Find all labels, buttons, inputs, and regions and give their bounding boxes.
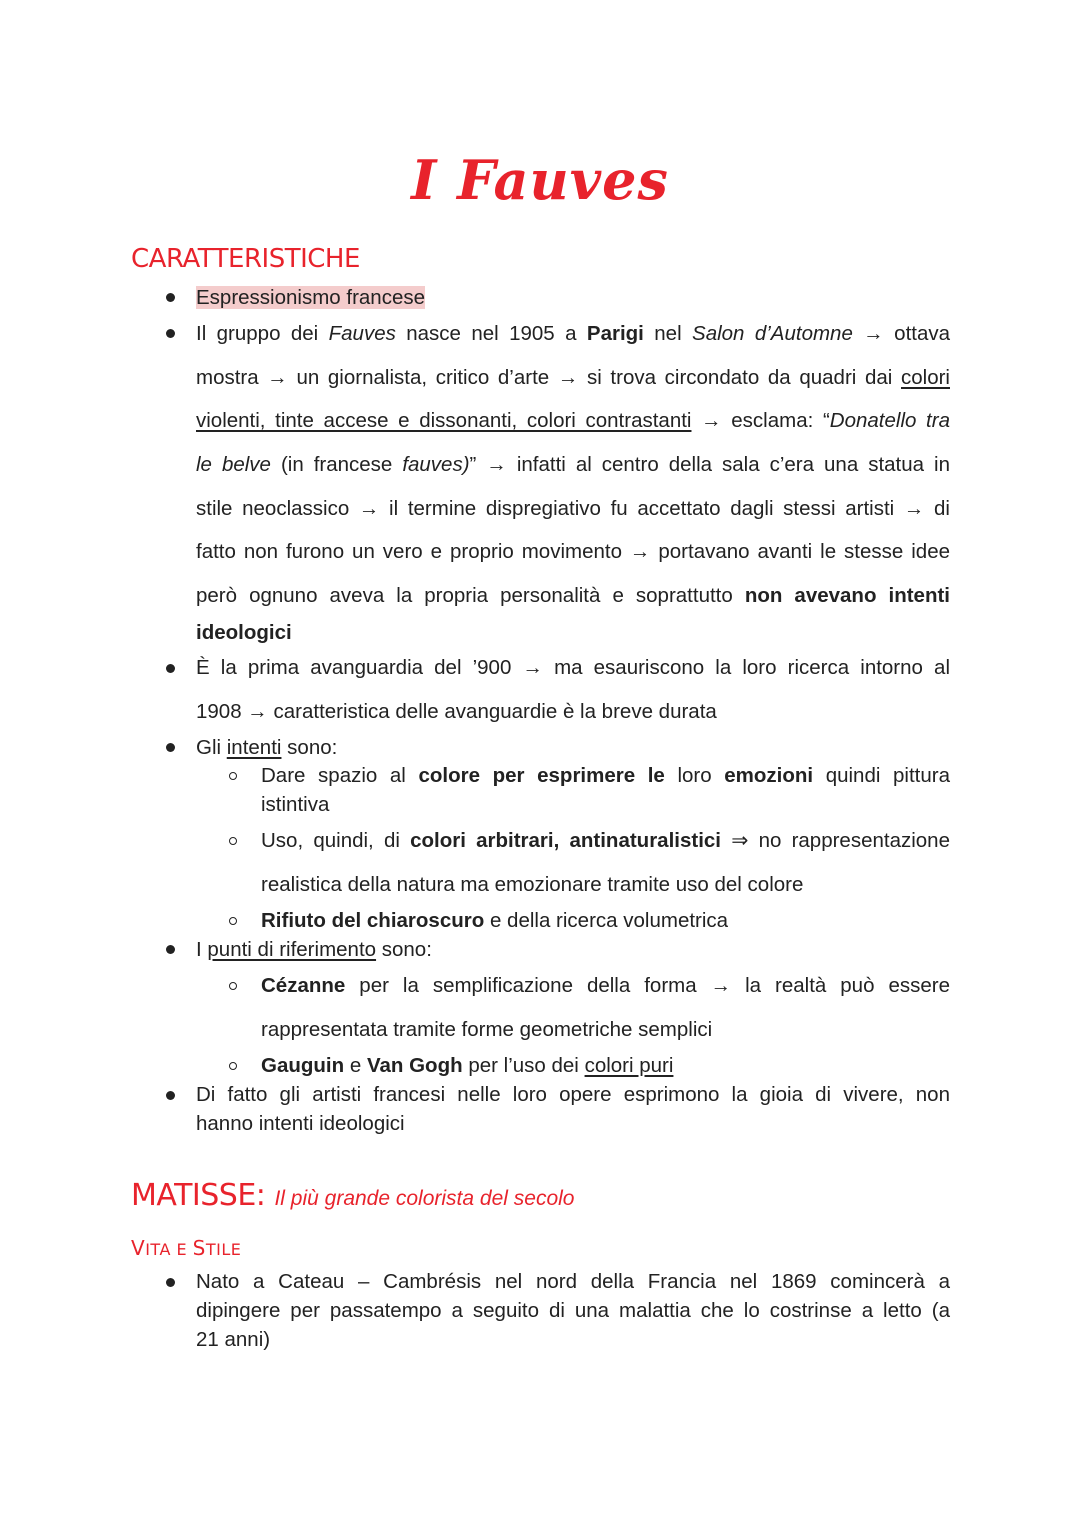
- sub-list-item-line: Rifiuto del chiaroscuro e della ricerca volumetrica: [261, 909, 729, 932]
- section-heading-matisse: [131, 1178, 574, 1213]
- bullet-icon: [166, 1091, 175, 1100]
- list-item-line: Il gruppo dei Fauves nasce nel 1905 a Parigi nel Salon d’Automne → ottava: [196, 322, 951, 345]
- sub-bullet-icon: [229, 837, 237, 845]
- sub-list-item-line: istintiva: [261, 793, 330, 816]
- list-item-line: È la prima avanguardia del ’900 → ma esauriscono la loro ricerca intorno al: [196, 656, 950, 679]
- sub-bullet-icon: [229, 772, 237, 780]
- list-item-line: le belve (in francese fauves)” → infatti al centro della sala c’era una statua in: [196, 453, 950, 476]
- list-item-line: ideologici: [196, 621, 292, 644]
- list-item-line: mostra → un giornalista, critico d’arte → si trova circondato da quadri dai colori: [196, 366, 950, 389]
- bullet-icon: [166, 1278, 175, 1287]
- sub-bullet-icon: [229, 982, 237, 990]
- bullet-icon: [166, 293, 175, 302]
- section-heading-caratteristiche: CARATTERISTICHE: [131, 244, 360, 274]
- list-item-line: violenti, tinte accese e dissonanti, colori contrastanti → esclama: “Donatello tra: [196, 409, 950, 432]
- page-title: I Fauves: [411, 148, 669, 212]
- bullet-icon: [166, 664, 175, 673]
- sub-list-item-line: realistica della natura ma emozionare tramite uso del colore: [261, 873, 804, 896]
- section-heading-vita-e-stile: VITA E STILE: [131, 1236, 242, 1260]
- sub-list-item-line: rappresentata tramite forme geometriche semplici: [261, 1018, 713, 1041]
- matisse-heading: MATISSE:: [131, 1178, 266, 1213]
- list-item: [196, 284, 950, 312]
- list-item-line: Di fatto gli artisti francesi nelle loro opere esprimono la gioia di vivere, non: [196, 1083, 950, 1106]
- sub-list-item-line: Gauguin e Van Gogh per l’uso dei colori puri: [261, 1054, 674, 1077]
- bullet-icon: [166, 743, 175, 752]
- sub-list-item-line: Cézanne per la semplificazione della forma → la realtà può essere: [261, 974, 950, 997]
- list-item-line: fatto non furono un vero e proprio movimento → portavano avanti le stesse idee: [196, 540, 950, 563]
- highlighted-text: Espressionismo francese: [196, 286, 426, 309]
- matisse-subtitle: Il più grande colorista del secolo: [274, 1187, 575, 1210]
- sub-bullet-icon: [229, 917, 237, 925]
- list-item-line: Nato a Cateau – Cambrésis nel nord della Francia nel 1869 comincerà a: [196, 1270, 950, 1293]
- bullet-icon: [166, 329, 175, 338]
- sub-list-item-line: Dare spazio al colore per esprimere le loro emozioni quindi pittura: [261, 764, 950, 787]
- list-item-line: dipingere per passatempo a seguito di una malattia che lo costrinse a letto (a: [196, 1299, 950, 1322]
- list-item-line: Gli intenti sono:: [196, 736, 338, 759]
- list-item-line: 21 anni): [196, 1328, 271, 1351]
- list-item-line: 1908 → caratteristica delle avanguardie è la breve durata: [196, 700, 717, 723]
- list-item-line: stile neoclassico → il termine dispregiativo fu accettato dagli stessi artisti → di: [196, 497, 950, 520]
- bullet-icon: [166, 945, 175, 954]
- list-item-line: hanno intenti ideologici: [196, 1112, 405, 1135]
- sub-bullet-icon: [229, 1062, 237, 1070]
- list-item-line: I punti di riferimento sono:: [196, 938, 432, 961]
- list-item-line: però ognuno aveva la propria personalità e soprattutto non avevano intenti: [196, 584, 951, 607]
- sub-list-item-line: Uso, quindi, di colori arbitrari, antinaturalistici ⇒ no rappresentazione: [261, 829, 950, 852]
